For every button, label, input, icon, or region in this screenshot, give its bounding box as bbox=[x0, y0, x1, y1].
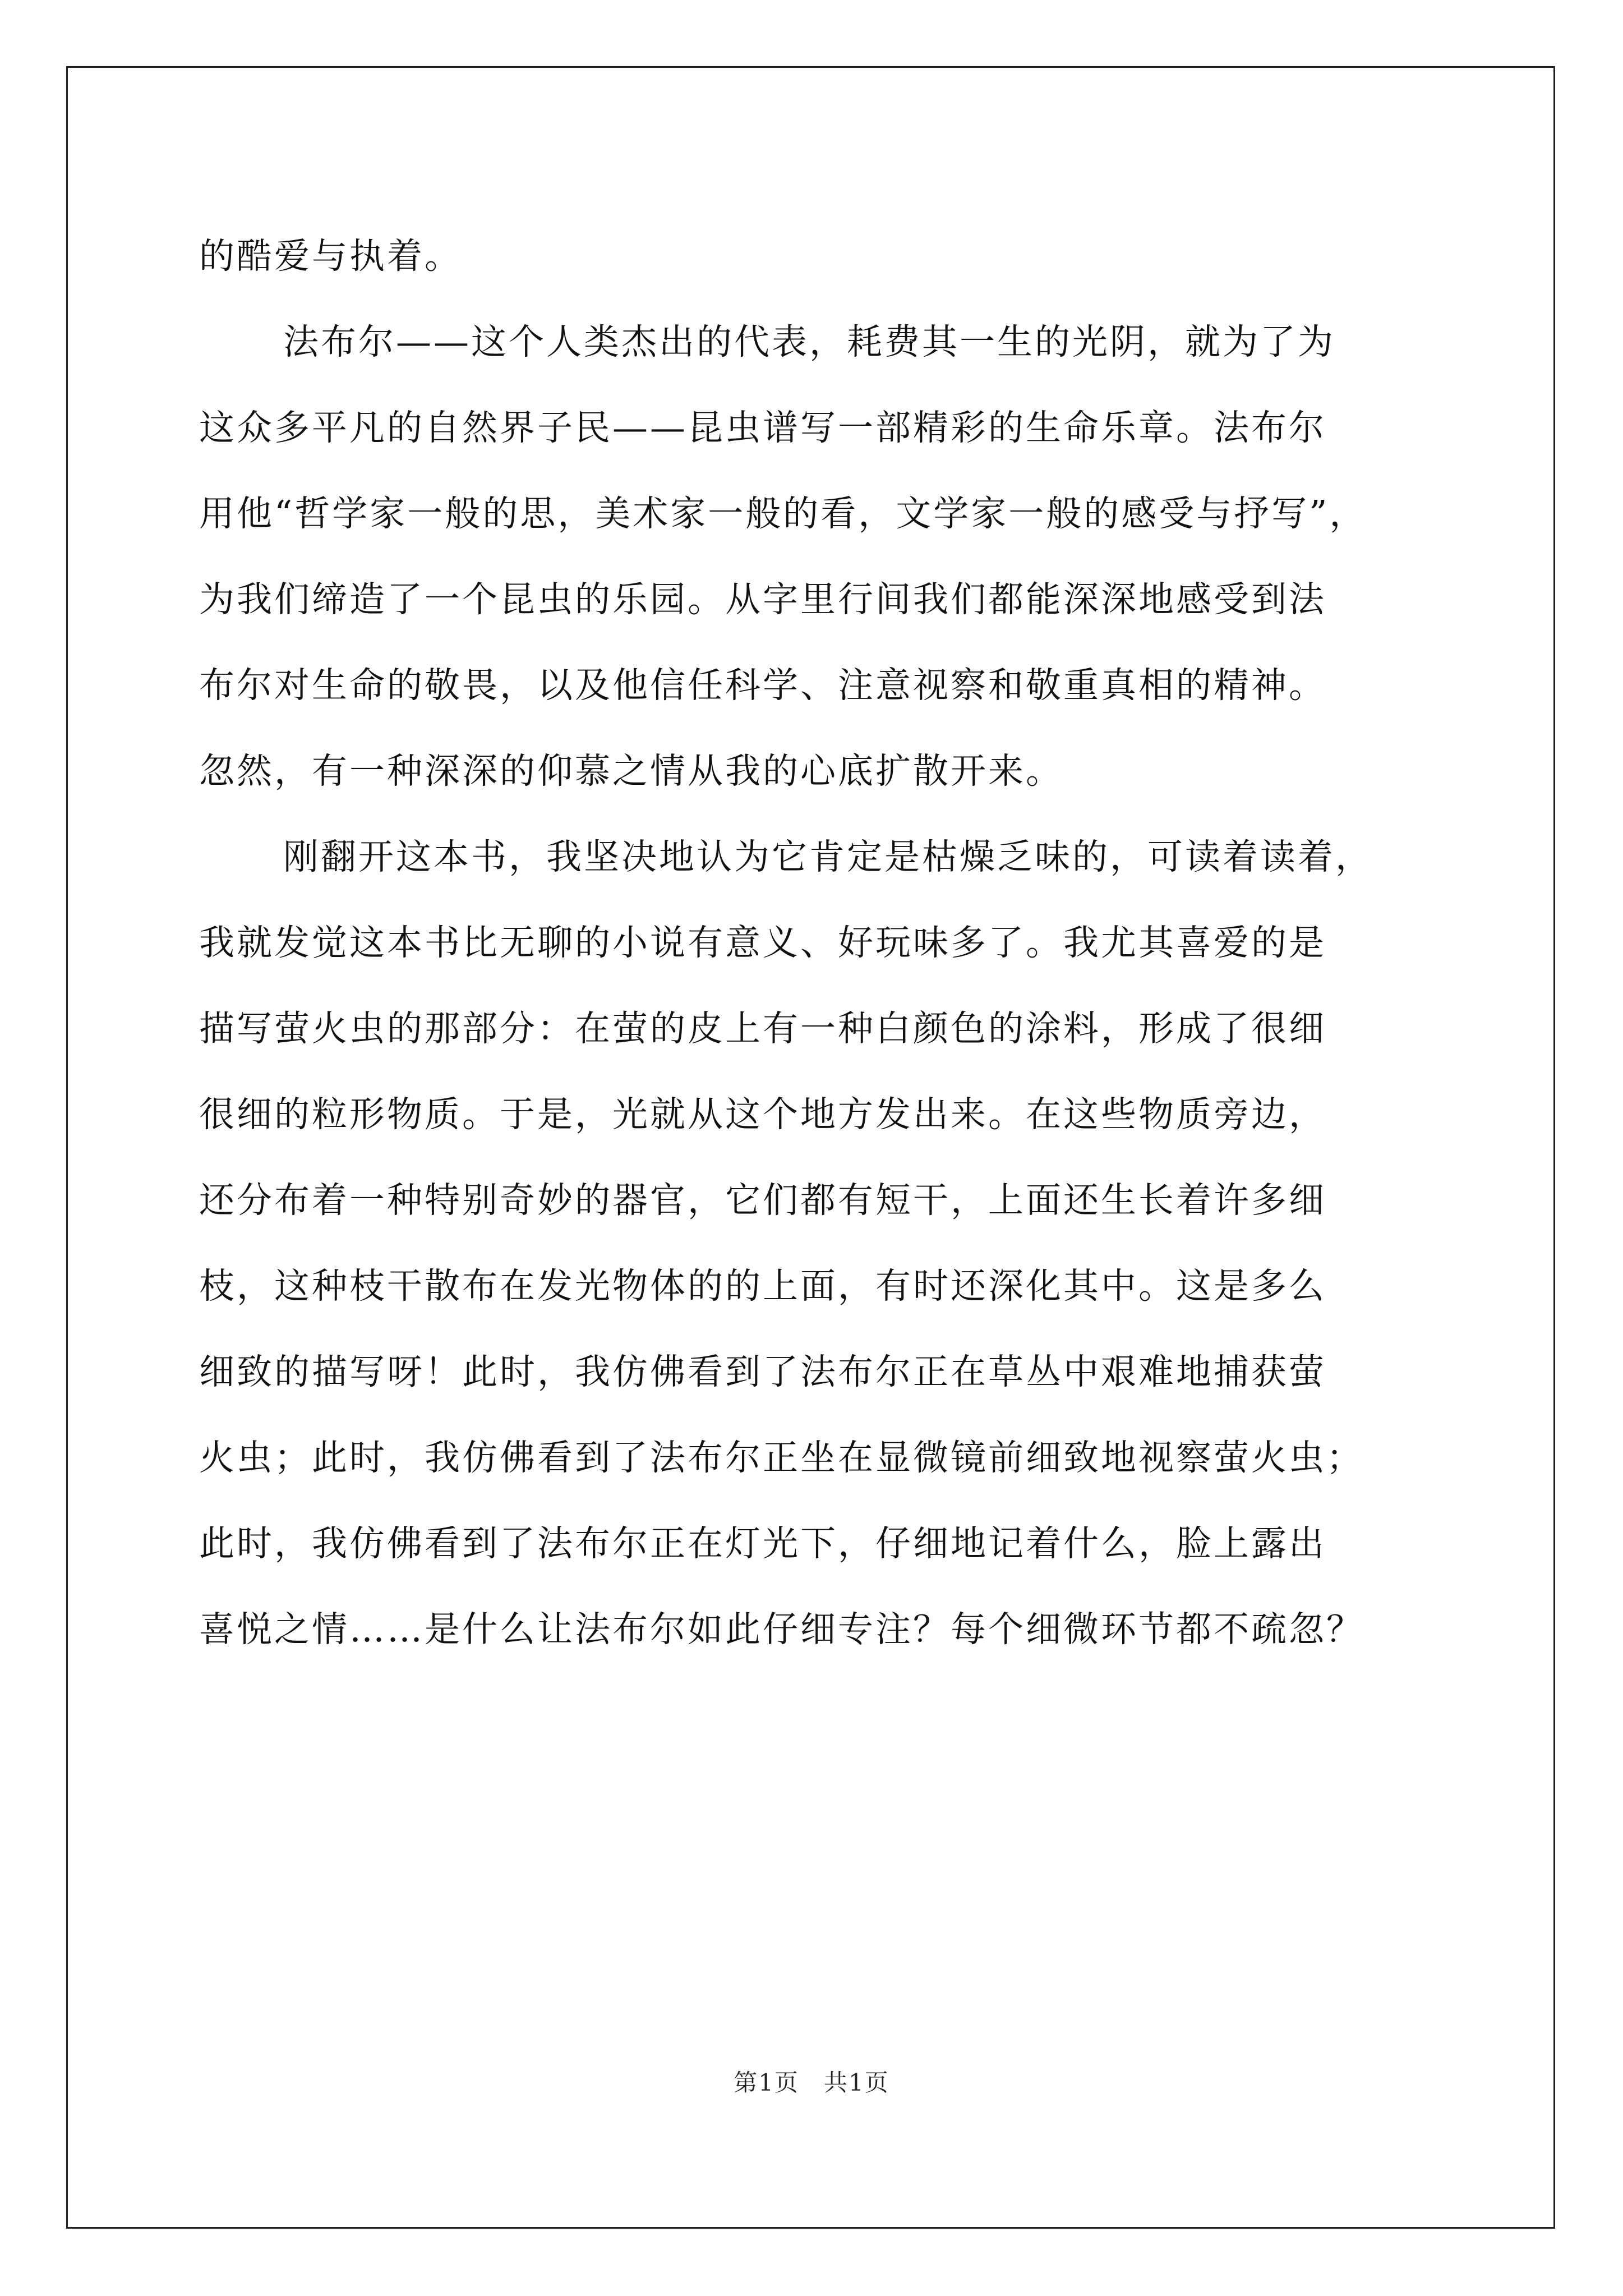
text-line: 很细的粒形物质。于是，光就从这个地方发出来。在这些物质旁边， bbox=[199, 1094, 1326, 1135]
text-line: 描写萤火虫的那部分：在萤的皮上有一种白颜色的涂料，形成了很细 bbox=[199, 1008, 1326, 1049]
text-line: 用他“哲学家一般的思，美术家一般的看，文学家一般的感受与抒写”， bbox=[199, 493, 1367, 534]
document-body bbox=[199, 213, 1433, 1672]
text-line: 这众多平凡的自然界子民——昆虫谱写一部精彩的生命乐章。法布尔 bbox=[199, 407, 1326, 448]
text-line: 为我们缔造了一个昆虫的乐园。从字里行间我们都能深深地感受到法 bbox=[199, 579, 1326, 620]
text-line: 枝，这种枝干散布在发光物体的的上面，有时还深化其中。这是多么 bbox=[199, 1266, 1326, 1306]
text-line: 忽然，有一种深深的仰慕之情从我的心底扩散开来。 bbox=[199, 751, 1063, 792]
text-line: 刚翻开这本书，我坚决地认为它肯定是枯燥乏味的，可读着读着， bbox=[283, 836, 1373, 877]
text-line: 的酷爱与执着。 bbox=[199, 236, 462, 277]
text-line: 喜悦之情……是什么让法布尔如此仔细专注？每个细微环节都不疏忽？ bbox=[199, 1609, 1364, 1650]
text-line: 细致的描写呀！此时，我仿佛看到了法布尔正在草丛中艰难地捕获萤 bbox=[199, 1351, 1326, 1392]
text-line: 此时，我仿佛看到了法布尔正在灯光下，仔细地记着什么，脸上露出 bbox=[199, 1523, 1326, 1564]
text-line: 法布尔——这个人类杰出的代表，耗费其一生的光阴，就为了为 bbox=[283, 321, 1335, 362]
text-line: 布尔对生命的敬畏，以及他信任科学、注意视察和敬重真相的精神。 bbox=[199, 665, 1326, 706]
text-line: 我就发觉这本书比无聊的小说有意义、好玩味多了。我尤其喜爱的是 bbox=[199, 922, 1326, 963]
text-line: 还分布着一种特别奇妙的器官，它们都有短干，上面还生长着许多细 bbox=[199, 1180, 1326, 1221]
text-line: 火虫；此时，我仿佛看到了法布尔正坐在显微镜前细致地视察萤火虫； bbox=[199, 1437, 1364, 1478]
page-number: 第1页 共1页 bbox=[734, 2069, 889, 2096]
